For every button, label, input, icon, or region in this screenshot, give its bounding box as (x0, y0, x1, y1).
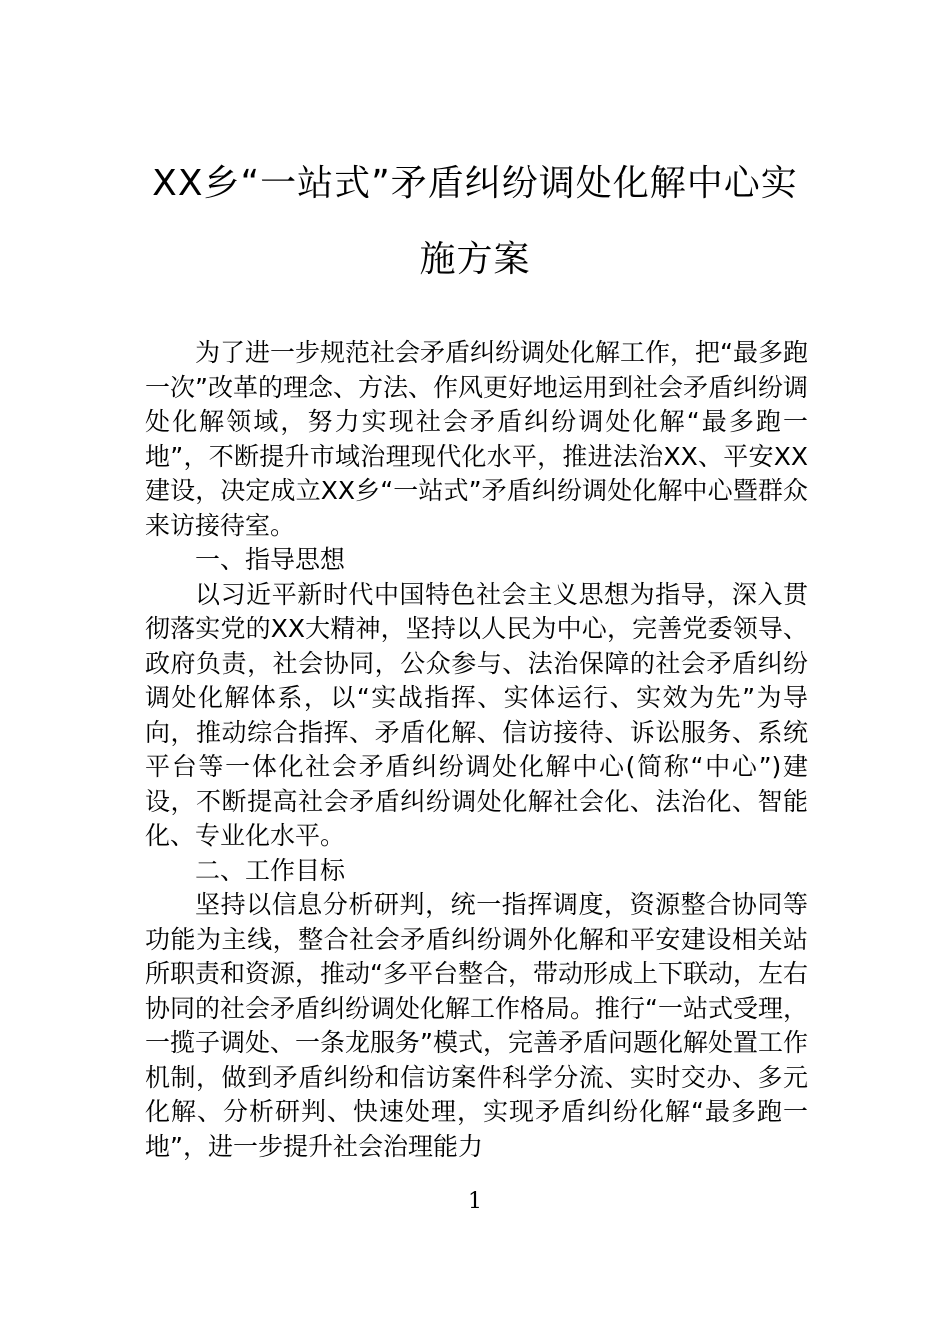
intro-paragraph: 为了进一步规范社会矛盾纠纷调处化解工作，把“最多跑一次”改革的理念、方法、作风更好地运用到社会矛盾纠纷调处化解领域，努力实现社会矛盾纠纷调处化解“最多跑一地”，不断提升市域治理现代化水平，推进法治XX、平安XX建设，决定成立XX乡“一站式”矛盾纠纷调处化解中心暨群众来访接待室。 (145, 338, 808, 540)
document-body (145, 336, 808, 1164)
document-title: XX乡“一站式”矛盾纠纷调处化解中心实施方案 (152, 163, 798, 280)
page-number: 1 (468, 1189, 482, 1214)
section-heading-work-goals: 二、工作目标 (195, 855, 346, 885)
section-paragraph-guiding-ideology: 以习近平新时代中国特色社会主义思想为指导，深入贯彻落实党的XX大精神，坚持以人民为中心，完善党委领导、政府负责，社会协同，公众参与、法治保障的社会矛盾纠纷调处化解体系，以“实战指挥、实体运行、实效为先”为导向，推动综合指挥、矛盾化解、信访接待、诉讼服务、系统平台等一体化社会矛盾纠纷调处化解中心(简称“中心”)建设，不断提高社会矛盾纠纷调处化解社会化、法治化、智能化、专业化水平。 (145, 579, 808, 850)
section-paragraph-work-goals: 坚持以信息分析研判，统一指挥调度，资源整合协同等功能为主线，整合社会矛盾纠纷调外化解和平安建设相关站所职责和资源，推动“多平台整合，带动形成上下联动，左右协同的社会矛盾纠纷调处化解工作格局。推行“一站式受理，一揽子调处、一条龙服务”模式，完善矛盾问题化解处置工作机制，做到矛盾纠纷和信访案件科学分流、实时交办、多元化解、分析研判、快速处理，实现矛盾纠纷化解“最多跑一地”，进一步提升社会治理能力 (145, 890, 808, 1161)
section-heading-guiding-ideology: 一、指导思想 (195, 545, 346, 574)
